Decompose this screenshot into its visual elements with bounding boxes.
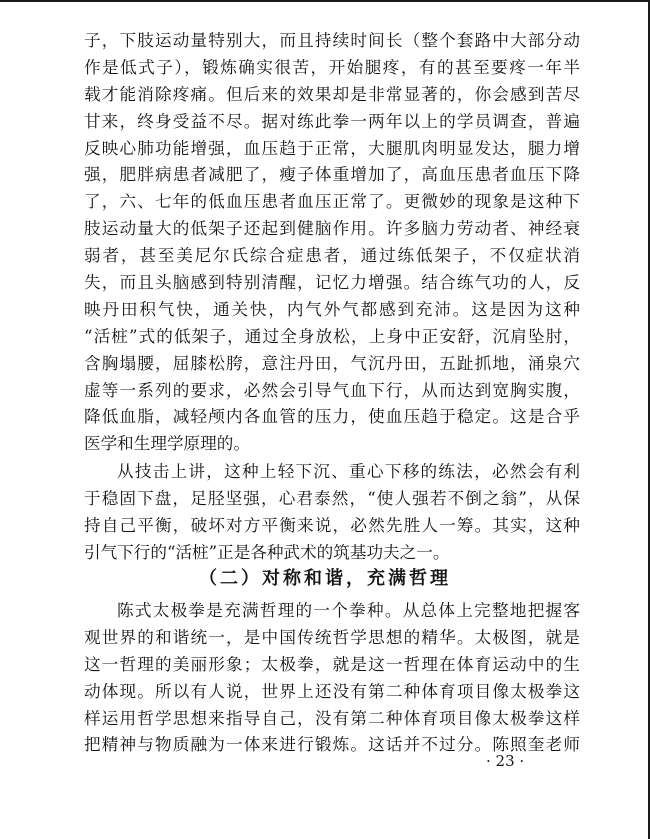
paragraph-health-benefits [84, 28, 580, 458]
text-line: 载才能消除疼痛。但后来的效果却是非常显著的，你会感到苦尽 [84, 84, 580, 104]
text-line: 于稳固下盘，足胫坚强，心君泰然，“使人强若不倒之翁”，从保 [84, 488, 580, 508]
text-line: 反映心肺功能增强，血压趋于正常，大腿肌肉明显发达，腿力增 [84, 138, 580, 158]
text-line: 子，下肢运动量特别大，而且持续时间长（整个套路中大部分动 [84, 31, 580, 50]
page-number: · 23 · [486, 752, 525, 770]
text-line: 观世界的和谐统一，是中国传统哲学思想的精华。太极图，就是 [84, 627, 580, 647]
paragraph-martial-technique [84, 459, 580, 567]
text-line: 持自己平衡，破坏对方平衡来说，必然先胜人一筹。其实，这种 [84, 515, 580, 535]
section-heading: （二）对称和谐，充满哲理 [199, 568, 451, 589]
text-line: 动体现。所以有人说，世界上还没有第二种体育项目像太极拳这 [84, 681, 580, 701]
text-line: 引气下行的“活桩”正是各种武术的筑基功夫之一。 [84, 542, 450, 562]
text-line: 肢运动量大的低架子还起到健脑作用。许多脑力劳动者、神经衰 [84, 219, 580, 239]
text-line: 降低血脂，减轻颅内各血管的压力，使血压趋于稳定。这是合乎 [84, 407, 580, 427]
text-line: 这一哲理的美丽形象；太极拳，就是这一哲理在体育运动中的生 [84, 654, 580, 674]
text-line: 从技击上讲，这种上轻下沉、重心下移的练法，必然会有利 [117, 462, 580, 481]
text-line: 了，六、七年的低血压患者血压正常了。更微妙的现象是这种下 [84, 192, 580, 212]
text-line: 医学和生理学原理的。 [84, 434, 250, 454]
text-line: 陈式太极拳是充满哲理的一个拳种。从总体上完整地把握客 [117, 601, 580, 620]
text-line: 样运用哲学思想来指导自己，没有第二种体育项目像太极拳这样 [84, 708, 580, 728]
text-line: 甘来，终身受益不尽。据对练此拳一两年以上的学员调查，普遍 [84, 111, 580, 131]
text-line: 含胸塌腰，屈膝松胯，意注丹田，气沉丹田，五趾抓地，涌泉穴 [84, 353, 580, 373]
text-line: 映丹田积气快，通关快，内气外气都感到充沛。这是因为这种 [84, 299, 580, 319]
text-line: 把精神与物质融为一体来进行锻炼。这话并不过分。陈照奎老师 [84, 735, 580, 755]
text-line: 作是低式子），锻炼确实很苦，开始腿疼，有的甚至要疼一年半 [84, 57, 580, 77]
text-line: “活桩”式的低架子，通过全身放松，上身中正安舒，沉肩坠肘， [84, 326, 580, 346]
paragraph-philosophy [84, 598, 580, 759]
text-line: 失，而且头脑感到特别清醒，记忆力增强。结合练气功的人，反 [84, 273, 580, 293]
text-line: 弱者，甚至美尼尔氏综合症患者，通过练低架子，不仅症状消 [84, 246, 580, 266]
text-line: 强，肥胖病患者减肥了，瘦子体重增加了，高血压患者血压下降 [84, 165, 580, 185]
text-line: 虚等一系列的要求，必然会引导气血下行，从而达到宽胸实腹， [84, 380, 580, 400]
